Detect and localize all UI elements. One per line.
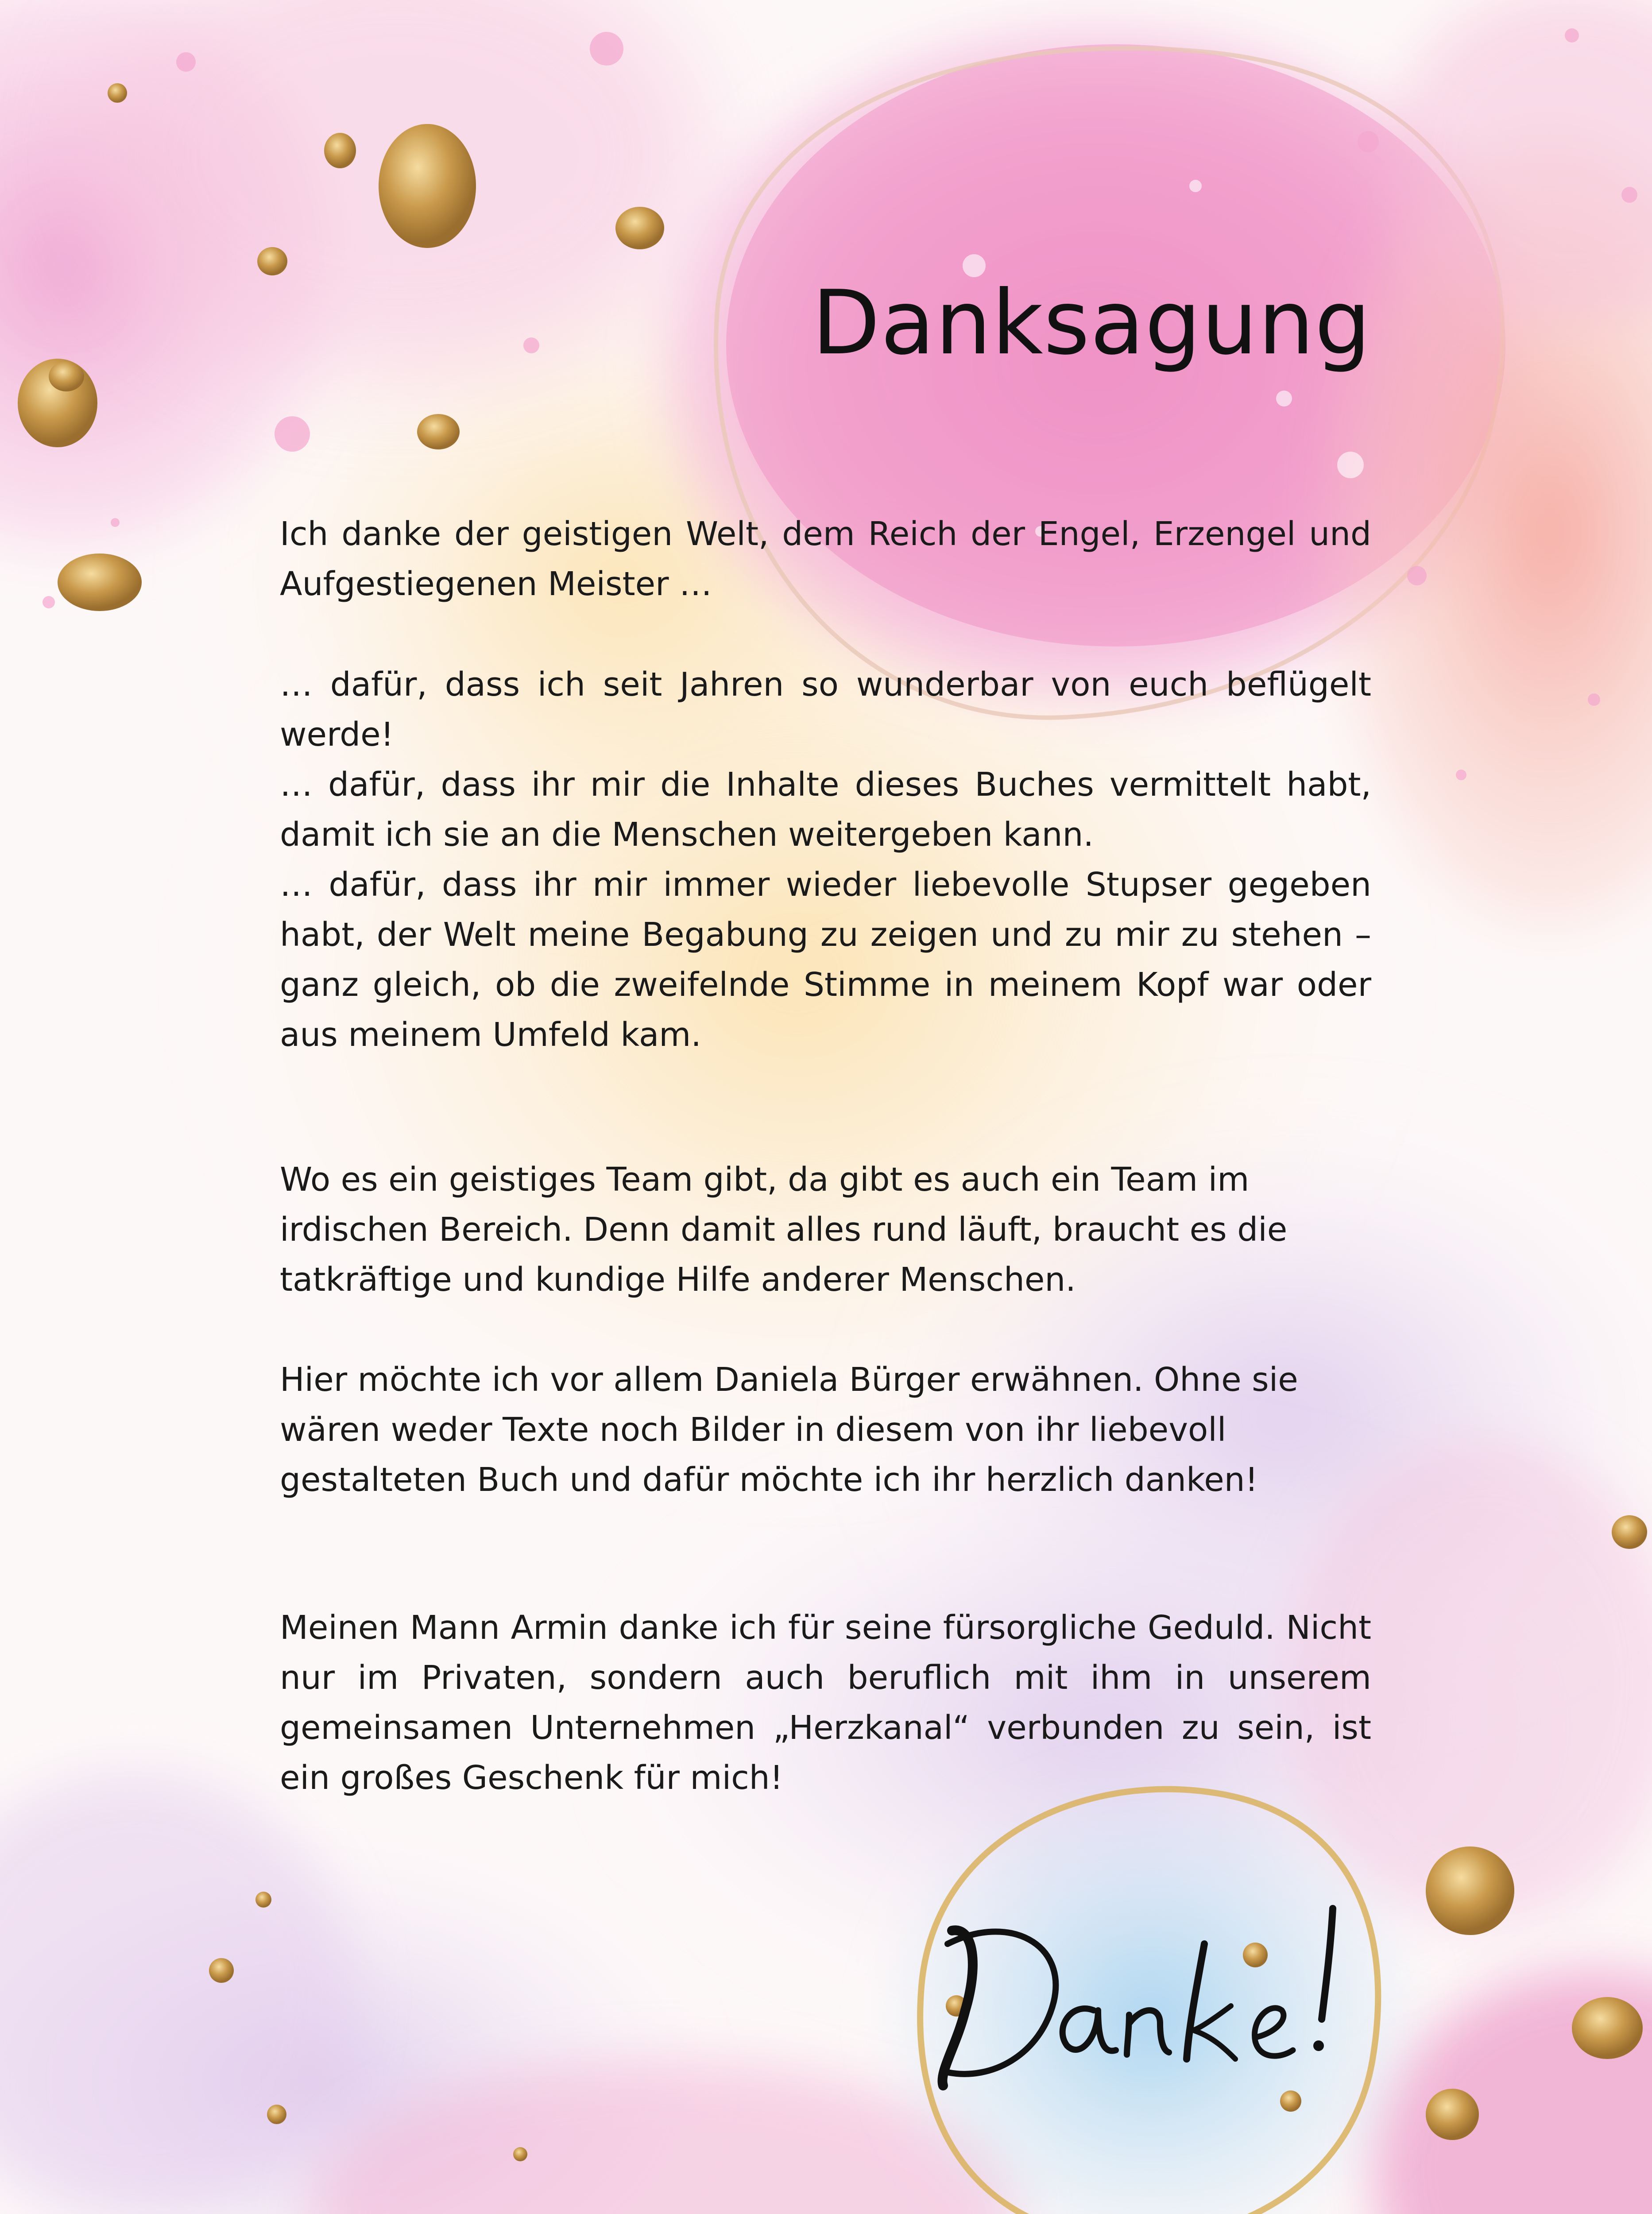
paragraph-text: Wo es ein geistiges Team gibt, da gibt es auch ein Team im irdischen Bereich. Denn damit alles rund läuft, braucht es die tatkräftige und kundige Hilfe anderer Menschen. xyxy=(280,1155,1371,1305)
gratitude-item: … dafür, dass ich seit Jahren so wunderbar von euch beflügelt werde! xyxy=(280,660,1371,760)
page-title: Danksagung xyxy=(708,270,1371,376)
paragraph-text: Hier möchte ich vor allem Daniela Bürger erwähnen. Ohne sie wären weder Texte noch Bilder in diesem von ihr liebevoll gestalteten Buch und dafür möchte ich ihr herzlich danken! xyxy=(280,1355,1371,1505)
gratitude-item: … dafür, dass ihr mir immer wieder liebevolle Stupser gegeben habt, der Welt meine Begabung zu zeigen und zu mir zu stehen – ganz gleich, ob die zweifelnde Stimme in meinem Kopf war oder aus meinem Umfeld kam. xyxy=(280,860,1371,1060)
paragraph-text: Meinen Mann Armin danke ich für seine fürsorgliche Geduld. Nicht nur im Privaten, sondern auch beruflich mit ihm in unserem gemeinsamen Unternehmen „Herzkanal“ verbunden zu sein, ist ein großes Geschenk für mich! xyxy=(280,1603,1371,1803)
paragraph-text: Ich danke der geistigen Welt, dem Reich der Engel, Erzengel und Aufgestiegenen Meister … xyxy=(280,509,1371,609)
gratitude-item: … dafür, dass ihr mir die Inhalte dieses Buches vermittelt habt, damit ich sie an die Menschen weitergeben kann. xyxy=(280,760,1371,860)
